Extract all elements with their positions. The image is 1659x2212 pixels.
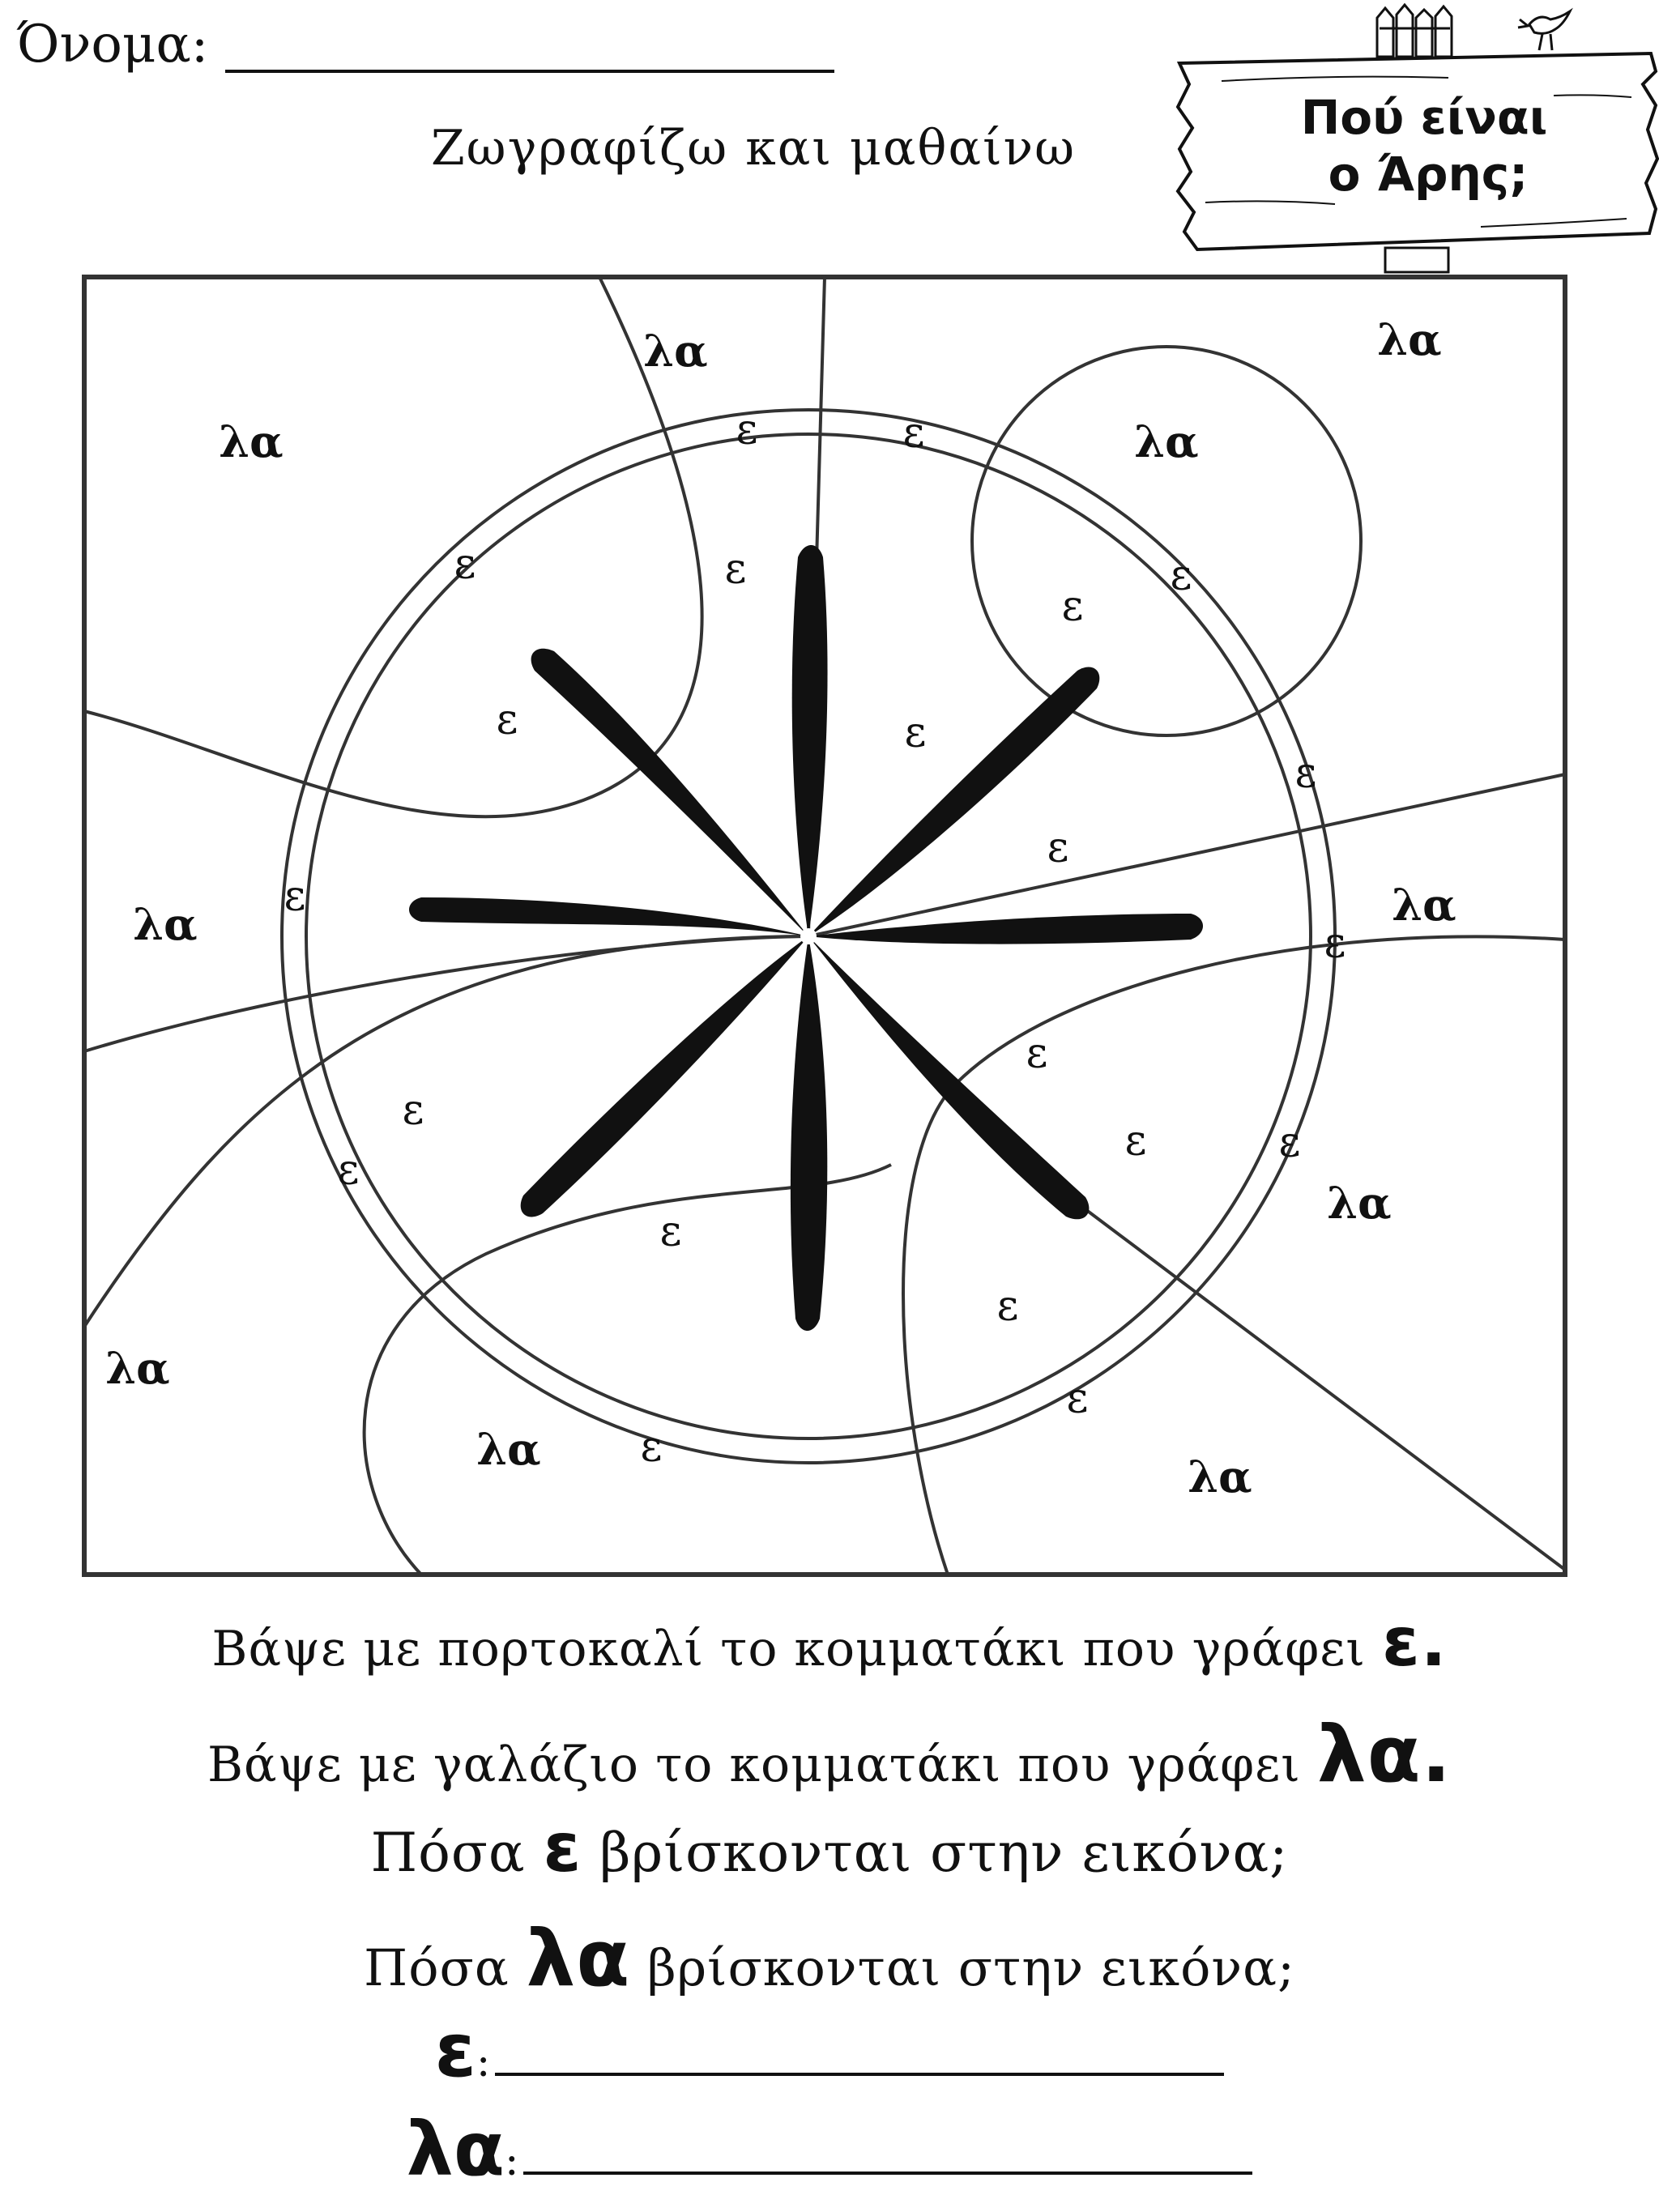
label-e: ε <box>1294 748 1317 798</box>
sign-line-2: ο Άρης; <box>1328 147 1529 202</box>
color-by-syllable-puzzle <box>81 274 1568 1578</box>
label-e: ε <box>1047 823 1069 872</box>
label-e: ε <box>724 544 747 594</box>
question-2-mark: λα <box>526 1913 631 2004</box>
label-e: ε <box>402 1085 424 1135</box>
question-2-pre: Πόσα <box>364 1938 510 1997</box>
label-e: ε <box>902 408 925 458</box>
fence-icon <box>1377 5 1452 57</box>
wooden-sign <box>1173 0 1659 275</box>
sign-line-1: Πού είναι <box>1300 90 1548 145</box>
label-la: λα <box>219 416 284 468</box>
label-e: ε <box>996 1281 1019 1331</box>
label-e: ε <box>640 1422 663 1472</box>
question-1-mark: ε <box>543 1808 582 1887</box>
label-la: λα <box>1327 1177 1392 1230</box>
answer-la-row <box>0 2106 1659 2193</box>
label-la: λα <box>1392 879 1456 931</box>
label-e: ε <box>1278 1118 1301 1167</box>
label-e: ε <box>1124 1116 1147 1166</box>
instruction-line-1 <box>0 1602 1659 1681</box>
label-e: ε <box>284 872 306 921</box>
instruction-line-2 <box>0 1709 1659 1800</box>
instruction-2-text: Βάψε με γαλάζιο το κομματάκι που γράφει <box>207 1737 1301 1793</box>
question-1-pre: Πόσα <box>370 1822 526 1884</box>
instruction-1-text: Βάψε με πορτοκαλί το κομματάκι που γράφει <box>211 1621 1366 1677</box>
label-la: λα <box>1134 416 1199 468</box>
label-la: λα <box>1188 1451 1252 1503</box>
label-la: λα <box>133 898 198 951</box>
name-label: Όνομα: <box>16 15 209 75</box>
label-e: ε <box>1324 918 1346 968</box>
answer-e-colon: : <box>476 2038 491 2086</box>
instruction-2-mark: λα. <box>1316 1709 1452 1800</box>
label-e: ε <box>659 1207 682 1256</box>
label-e: ε <box>1061 582 1084 631</box>
answer-la-label: λα <box>406 2106 505 2193</box>
name-input-line[interactable] <box>225 70 834 73</box>
bird-icon <box>1518 11 1570 50</box>
question-line-2 <box>0 1913 1659 2004</box>
label-e: ε <box>337 1145 360 1195</box>
label-la: λα <box>643 325 708 377</box>
label-e: ε <box>454 539 476 589</box>
label-e: ε <box>904 708 927 757</box>
answer-e-input-line[interactable] <box>495 2069 1224 2076</box>
label-la: λα <box>476 1423 541 1476</box>
label-e: ε <box>736 405 758 454</box>
label-e: ε <box>1026 1029 1048 1078</box>
label-e: ε <box>1170 551 1192 600</box>
question-line-1 <box>0 1808 1659 1887</box>
question-2-post: βρίσκονται στην εικόνα; <box>646 1938 1295 1997</box>
instruction-1-mark: ε. <box>1381 1602 1448 1681</box>
page-subtitle: Ζωγραφίζω και μαθαίνω <box>430 120 1076 177</box>
label-e: ε <box>1066 1374 1089 1423</box>
answer-la-colon: : <box>504 2137 519 2185</box>
label-la: λα <box>105 1342 170 1395</box>
label-la: λα <box>1377 313 1442 366</box>
answer-la-input-line[interactable] <box>523 2168 1252 2175</box>
answer-e-label: ε <box>434 2007 476 2094</box>
question-1-post: βρίσκονται στην εικόνα; <box>599 1822 1289 1884</box>
label-e: ε <box>496 695 518 744</box>
answer-e-row <box>0 2007 1659 2094</box>
